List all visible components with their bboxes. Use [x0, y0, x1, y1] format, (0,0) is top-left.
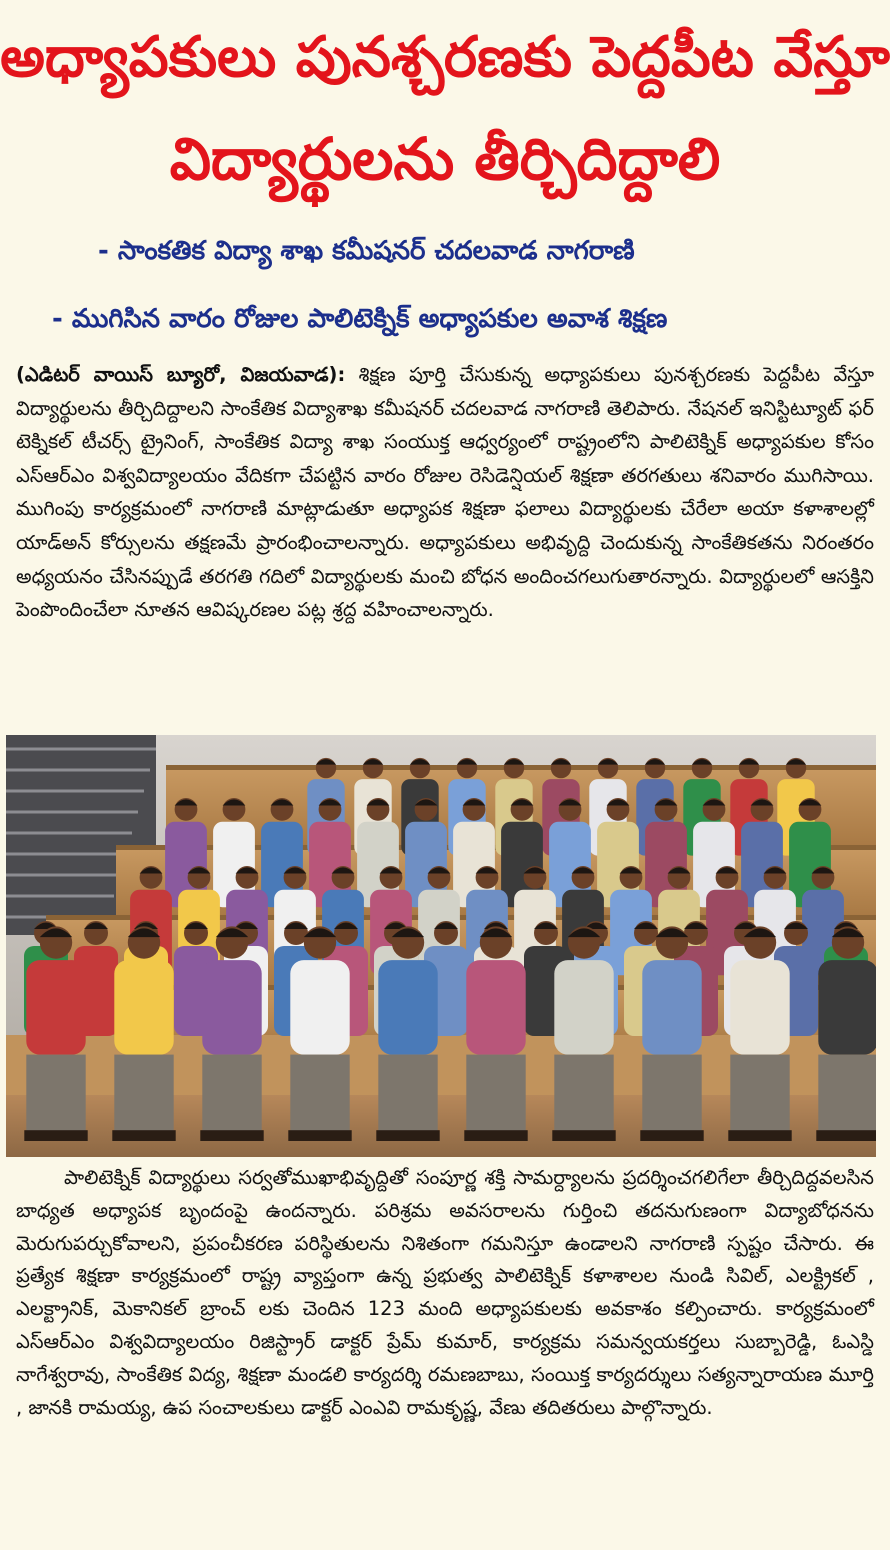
subheading-1: - సాంకతిక విద్యా శాఖ కమీషనర్ చదలవాడ నాగరాణి	[98, 236, 635, 266]
article-paragraph-1	[16, 358, 874, 627]
article-paragraph-2: పాలిటెక్నిక్ విద్యార్థులు సర్వతోముఖాభివృద్దితో సంపూర్ణ శక్తి సామర్ద్యాలను ప్రదర్శించగలిగేలా తీర్చిదిద్దవలసిన బాధ్యత అధ్యాపక బృందంపై ఉందన్నారు. పరిశ్రమ అవసరాలను గుర్తించి తదనుగుణంగా విద్యాబోధనను మెరుగుపర్చుకోవాలని, ప్రపంచీకరణ పరిస్థితులను నిశితంగా గమనిస్తూ ఉండాలని నాగరాణి స్పష్టం చేసారు. ఈ ప్రత్యేక శిక్షణా కార్యక్రమంలో రాష్ట్ర వ్యాప్తంగా ఉన్న ప్రభుత్వ పాలిటెక్నిక్ కళాశాలల నుండి సివిల్, ఎలక్ట్రికల్ , ఎలక్ట్రానిక్, మెకానికల్ బ్రాంచ్ లకు చెందిన 123 మంది అధ్యాపకులకు అవకాశం కల్పించారు. కార్యక్రమంలో ఎస్ఆర్ఎం విశ్వవిద్యాలయం రిజిస్ట్రార్ డాక్టర్ ప్రేమ్ కుమార్, కార్యక్రమ సమన్వయకర్తలు సుబ్బారెడ్డి, ఓఎస్డి నాగేశ్వరావు, సాంకేతిక విద్య, శిక్షణా మండలి కార్యదర్శి రమణబాబు, సంయిక్త కార్యదర్శులు సత్యన్నారాయణ మూర్తి , జానకి రామయ్య, ఉప సంచాలకులు డాక్టర్ ఎంఎవి రామకృష్ణ, వేణు తదితరులు పాల్గొన్నారు.	[16, 1166, 874, 1419]
subheading-2: - ముగిసిన వారం రోజుల పాలిటెక్నిక్ అధ్యాపకుల అవాశ శిక్షణ	[52, 304, 668, 334]
group-photo	[6, 735, 876, 1157]
headline-line-1: అధ్యాపకులు పునశ్చరణకు పెద్దపీట వేస్తూ	[0, 25, 890, 90]
headline-line-2: విద్యార్థులను తీర్చిదిద్దాలి	[169, 125, 721, 193]
group-photo-illustration	[6, 735, 876, 1157]
article-body-1: శిక్షణ పూర్తి చేసుకున్న అధ్యాపకులు పునశ్చరణకు పెద్దపీట వేస్తూ విద్యార్థులను తీర్చిదిద్దాలని సాంకేతిక విద్యాశాఖ కమీషనర్ చదలవాడ నాగరాణి తెలిపారు. నేషనల్ ఇనిస్టిట్యూట్ ఫర్ టెక్నికల్ టీచర్స్ ట్రైనింగ్, సాంకేతిక విద్యా శాఖ సంయుక్త ఆధ్వర్యంలో రాష్ట్రంలోని పాలిటెక్నిక్ అధ్యాపకుల కోసం ఎస్ఆర్ఎం విశ్వవిద్యాలయం వేదికగా చేపట్టిన వారం రోజుల రెసిడెన్షియల్ శిక్షణా తరగతులు శనివారం ముగిసాయి. ముగింపు కార్యక్రమంలో నాగరాణి మాట్లాడుతూ అధ్యాపక శిక్షణా ఫలాలు విద్యార్థులకు చేరేలా అయా కళాశాలల్లో యాడ్అన్ కోర్సులను తక్షణమే ప్రారంభించాలన్నారు. అధ్యాపకులు అభివృద్ది చెందుకున్న సాంకేతికతను నిరంతరం అధ్యయనం చేసినప్పుడే తరగతి గదిలో విద్యార్థులకు మంచి బోధన అందించగలుగుతారన్నారు. విద్యార్థులలో ఆసక్తిని పెంపొందించేలా నూతన ఆవిష్కరణల పట్ల శ్రద్ద వహించాలన్నారు.	[16, 363, 874, 622]
dateline: (ఎడిటర్ వాయిస్ బ్యూరో, విజయవాడ):	[16, 363, 346, 386]
